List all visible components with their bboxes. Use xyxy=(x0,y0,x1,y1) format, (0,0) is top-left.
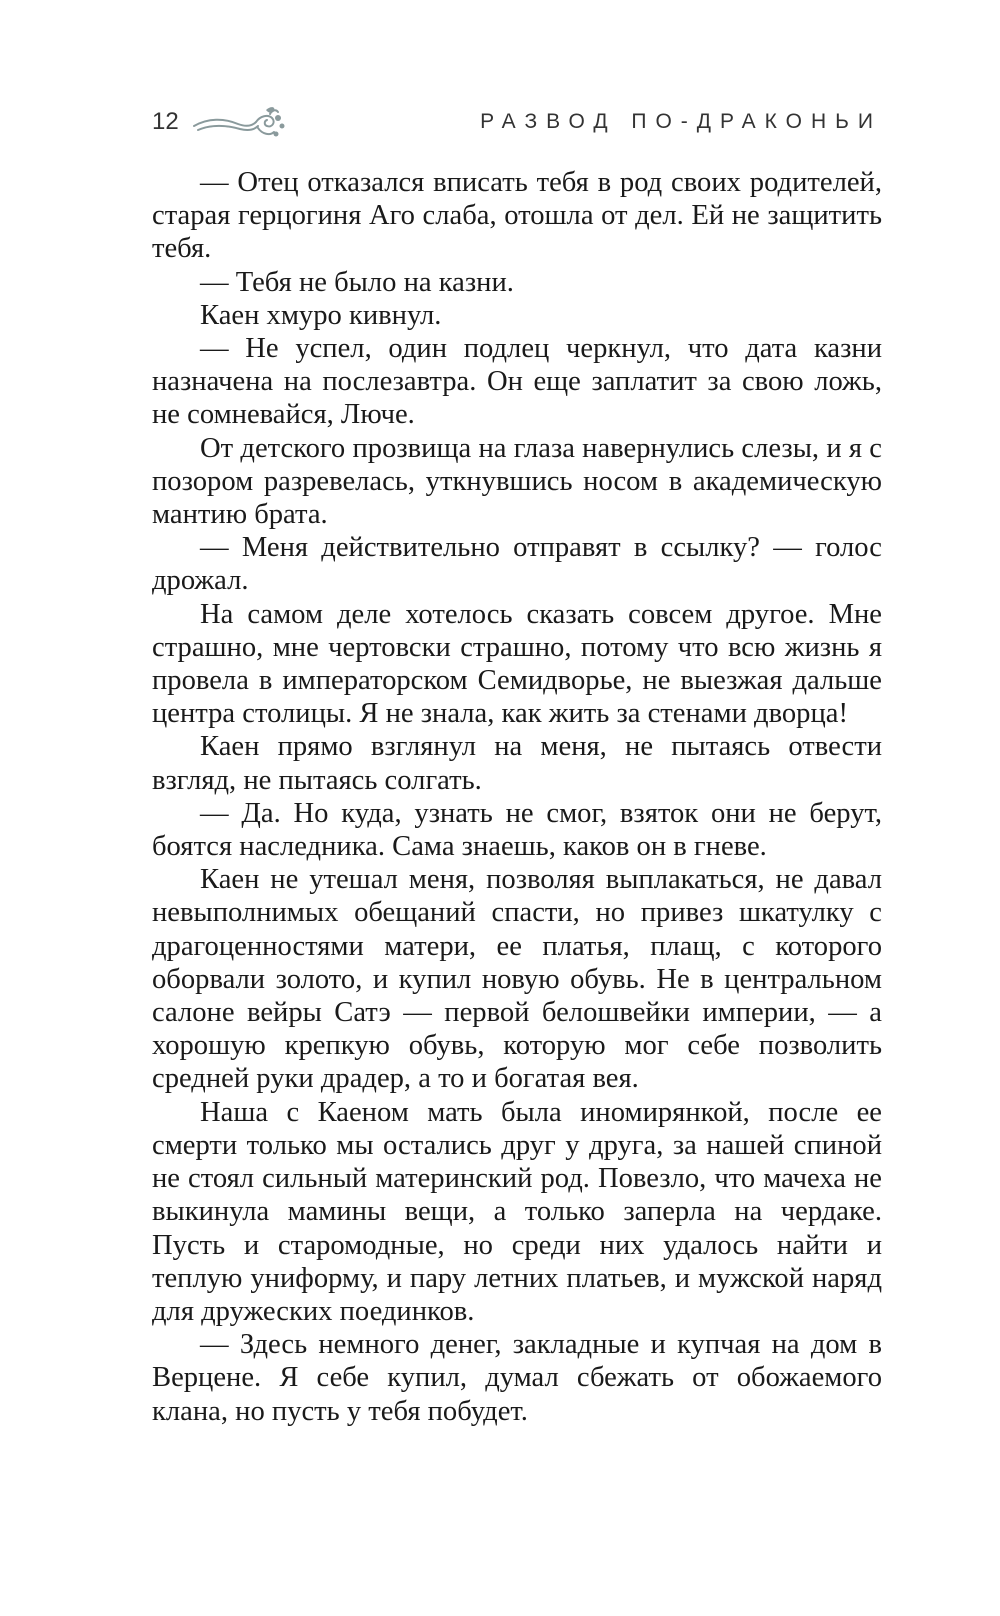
paragraph: Каен хмуро кивнул. xyxy=(200,299,442,331)
running-title: РАЗВОД ПО-ДРАКОНЬИ xyxy=(480,110,882,133)
page-header xyxy=(152,104,882,144)
paragraph: Наша с Каеном мать была иномирянкой, после ее смерти только мы остались друг у друга, за нашей спиной не стоял сильный материнский род. Повезло, что мачеха не выкинула мамины вещи, а только заперла на чердаке. Пусть и старомодные, но среди них удалось найти и теплую униформу, и пару летних платьев, и мужской наряд для дружеских поединков. xyxy=(152,1096,882,1327)
paragraph: Каен не утешал меня, позволяя выплакаться, не давал невыполнимых обещаний спасти, но привез шкатулку с драгоценностями матери, ее платья, плащ, с которого оборвали золото, и купил новую обувь. Не в центральном салоне вейры Сатэ — первой белошвейки империи, — а хорошую крепкую обувь, которую мог себе позволить средней руки драдер, а то и богатая вея. xyxy=(152,864,882,1095)
body-text xyxy=(152,166,882,1428)
paragraph: Каен прямо взглянул на меня, не пытаясь отвести взгляд, не пытаясь солгать. xyxy=(152,731,882,796)
paragraph: — Не успел, один подлец черкнул, что дата казни назначена на послезавтра. Он еще заплатит за свою ложь, не сомневайся, Люче. xyxy=(152,333,882,431)
paragraph: — Отец отказался вписать тебя в род своих родителей, старая герцогиня Аго слаба, отошла от дел. Ей не защитить тебя. xyxy=(152,167,882,265)
paragraph: От детского прозвища на глаза навернулись слезы, и я с позором разревелась, уткнувшись носом в академическую мантию брата. xyxy=(152,432,882,531)
page-number: 12 xyxy=(152,108,179,135)
paragraph: — Тебя не было на казни. xyxy=(200,266,514,298)
flourish-ornament-icon xyxy=(190,104,290,144)
paragraph: — Здесь немного денег, закладные и купчая на дом в Верцене. Я себе купил, думал сбежать от обожаемого клана, но пусть у тебя побудет. xyxy=(152,1329,882,1427)
paragraph: На самом деле хотелось сказать совсем другое. Мне страшно, мне чертовски страшно, потому что всю жизнь я провела в императорском Семидворье, не выезжая дальше центра столицы. Я не знала, как жить за стенами дворца! xyxy=(152,598,882,730)
paragraph: — Меня действительно отправят в ссылку? — голос дрожал. xyxy=(152,532,882,597)
paragraph: — Да. Но куда, узнать не смог, взяток они не берут, боятся наследника. Сама знаешь, каков он в гневе. xyxy=(152,797,882,863)
